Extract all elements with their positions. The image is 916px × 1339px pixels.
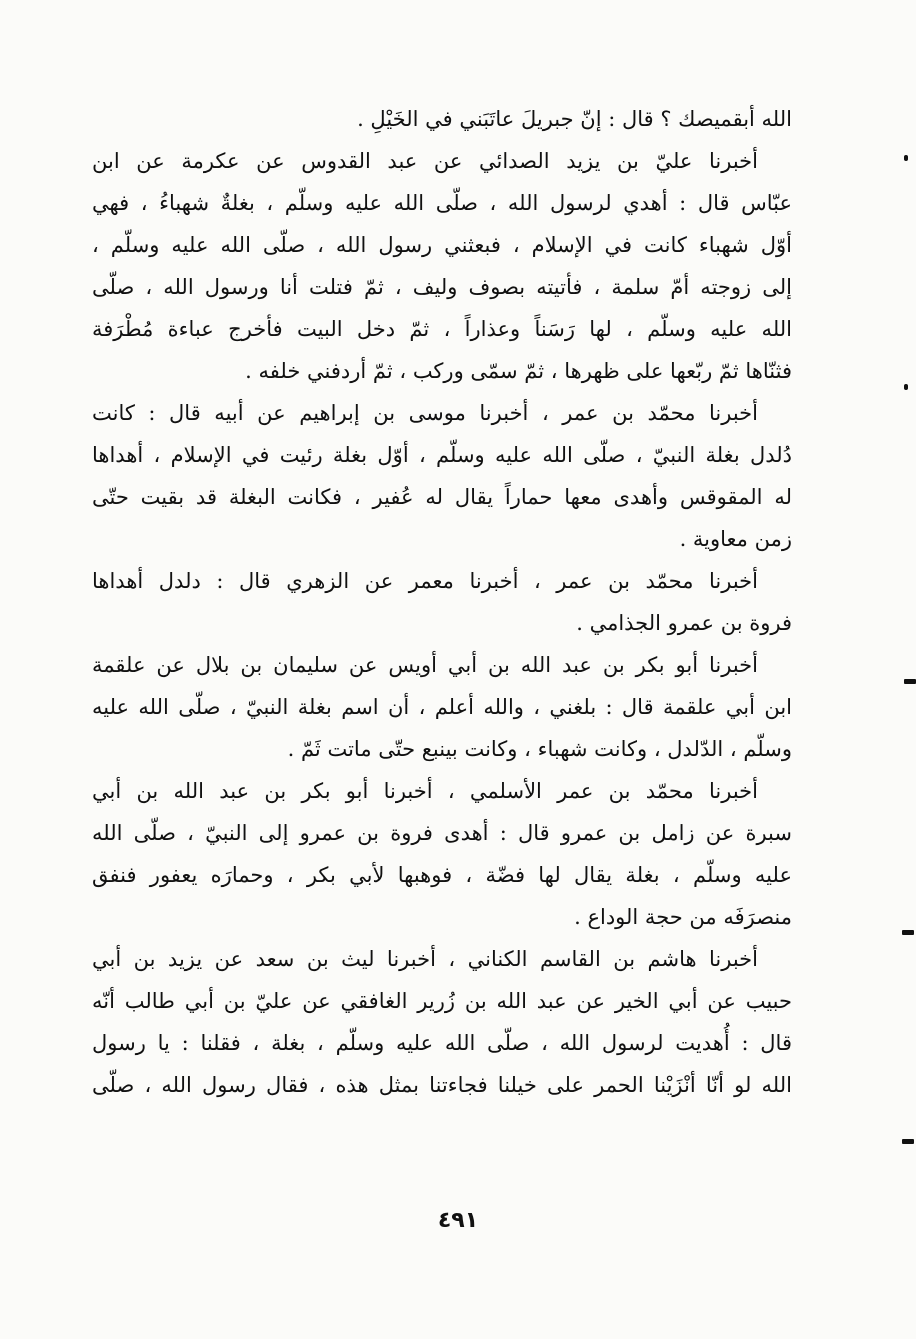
text-line: وسلّم ، الدّلدل ، وكانت شهباء ، وكانت بينبع حتّى ماتت ثَمّ . [287,737,792,761]
paragraph-1 [92,98,792,140]
text-line: إلى زوجته أمّ سلمة ، فأتيته بصوف وليف ، ثمّ فتلت أنا ورسول الله ، صلّى [92,275,792,299]
text-line: الله أبقميصك ؟ قال : إنّ جبريلَ عاتَبَني في الخَيْلِ . [357,107,792,131]
text-line: ابن أبي علقمة قال : بلغني ، والله أعلم ، أن اسم بغلة النبيّ ، صلّى الله عليه [92,695,792,719]
paragraph-2 [92,140,792,392]
paragraph-5 [92,644,792,770]
text-line: أخبرنا محمّد بن عمر ، أخبرنا موسى بن إبراهيم عن أبيه قال : كانت [92,401,759,425]
text-line: زمن معاوية . [679,527,792,551]
text-line: منصرَفَه من حجة الوداع . [574,905,792,929]
scan-mark [902,1139,914,1144]
paragraph-6 [92,770,792,938]
text-line: الله عليه وسلّم ، لها رَسَناً وعذاراً ، ثمّ دخل البيت فأخرج عباءة مُطْرَفة [92,317,792,341]
text-line: سبرة عن زامل بن عمرو قال : أهدى فروة بن عمرو إلى النبيّ ، صلّى الله [92,821,792,845]
text-line: حبيب عن أبي الخير عن عبد الله بن زُرير الغافقي عن عليّ بن أبي طالب أنّه [92,989,792,1013]
text-line: أخبرنا عليّ بن يزيد الصدائي عن عبد القدوس عن عكرمة عن ابن [92,149,759,173]
text-line: فروة بن عمرو الجذامي . [576,611,792,635]
text-line: أوّل شهباء كانت في الإسلام ، فبعثني رسول الله ، صلّى الله عليه وسلّم ، [92,233,792,257]
text-line: أخبرنا هاشم بن القاسم الكناني ، أخبرنا ليث بن سعد عن يزيد بن أبي [92,947,758,971]
text-line: أخبرنا محمّد بن عمر الأسلمي ، أخبرنا أبو بكر بن عبد الله بن أبي [92,779,758,803]
text-line: عليه وسلّم ، بغلة يقال لها فضّة ، فوهبها لأبي بكر ، وحمارَه يعفور فنفق [92,863,792,887]
scan-mark [904,384,908,390]
text-line: الله لو أنّا أنْزَيْنا الحمر على خيلنا فجاءتنا بمثل هذه ، فقال رسول الله ، صلّى [92,1073,792,1097]
text-line: قال : أُهديت لرسول الله ، صلّى الله عليه وسلّم ، بغلة ، فقلنا : يا رسول [92,1031,792,1055]
page-number: ٤٩١ [437,1208,479,1233]
text-line: له المقوقس وأهدى معها حماراً يقال له عُفير ، فكانت البغلة قد بقيت حتّى [92,485,792,509]
text-line: أخبرنا أبو بكر بن عبد الله بن أبي أويس عن سليمان بن بلال عن علقمة [92,653,758,677]
scan-mark [904,679,916,684]
page-text [92,98,792,1106]
text-line: أخبرنا محمّد بن عمر ، أخبرنا معمر عن الزهري قال : دلدل أهداها [92,569,758,593]
text-line: عبّاس قال : أهدي لرسول الله ، صلّى الله عليه وسلّم ، بغلةٌ شهباءُ ، فهي [92,191,792,215]
scan-mark [904,155,908,161]
scan-mark [902,930,914,935]
paragraph-4 [92,560,792,644]
text-line: فثنّاها ثمّ ربّعها على ظهرها ، ثمّ سمّى وركب ، ثمّ أردفني خلفه . [245,359,792,383]
paragraph-3 [92,392,792,560]
text-line: دُلدل بغلة النبيّ ، صلّى الله عليه وسلّم ، أوّل بغلة رئيت في الإسلام ، أهداها [92,443,792,467]
paragraph-7 [92,938,792,1106]
